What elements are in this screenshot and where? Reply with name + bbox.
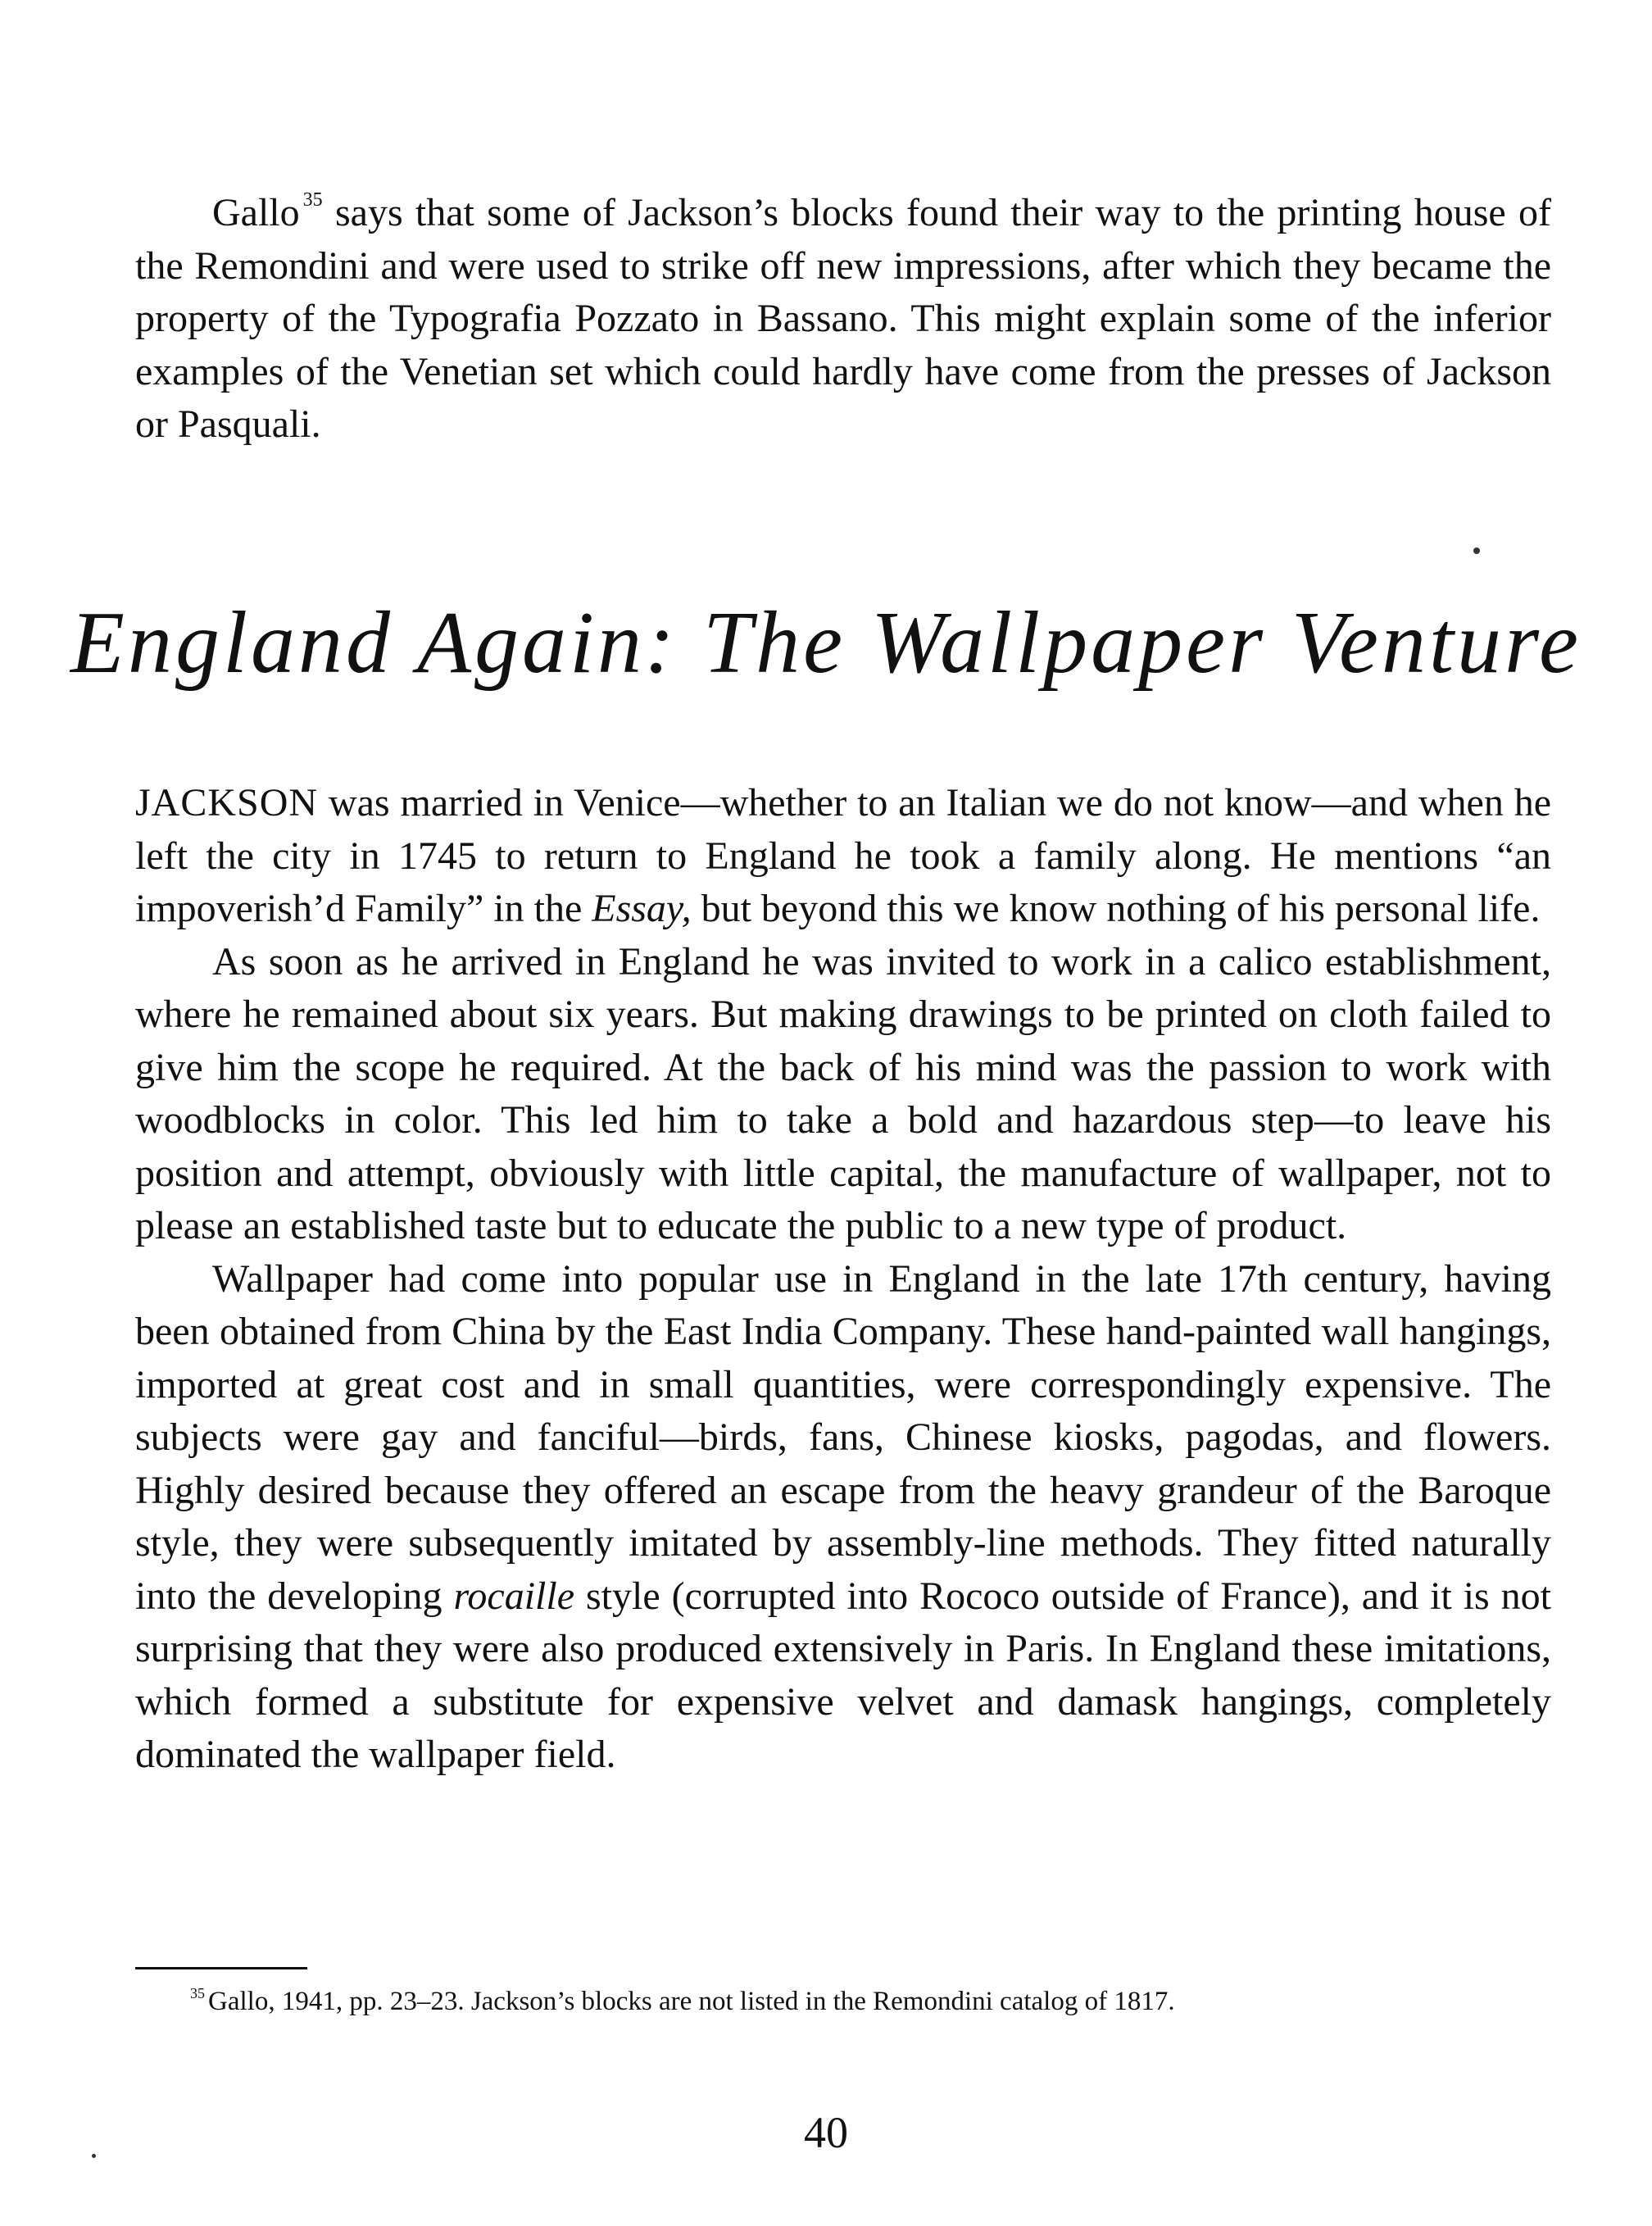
footnote-reference: 35 — [302, 189, 323, 211]
section-body — [135, 777, 1551, 1782]
paragraph-1-lead: JACKSON — [135, 781, 319, 825]
footnote-text: Gallo, 1941, pp. 23–23. Jackson’s blocks are not listed in the Remondini catalog of 1817. — [208, 1987, 1175, 2016]
section-heading: England Again: The Wallpaper Venture — [70, 594, 1582, 692]
gallo-paragraph-text: says that some of Jackson’s blocks found their way to the printing house of the Remondini and were used to strike off new impressions, after which they became the property of the Typografia Pozzato in Bassano. This might explain some of the inferior examples of the Venetian set which could hardly have come from the presses of Jackson or Pasquali. — [135, 191, 1552, 446]
paragraph-3-text-a: Wallpaper had come into popular use in England in the late 17th century, having been obtained from China by the East India Company. These hand-painted wall hangings, imported at great cost and in small quantities, were correspondingly expensive. The subjects were gay and fanciful—birds, fans, Chinese kiosks, pagodas, and flowers. Highly desired because they offered an escape from the heavy grandeur of the Baroque style, they were subsequently imitated by assembly-line methods. They fitted naturally into the developing — [135, 1256, 1551, 1618]
essay-title: Essay, — [592, 887, 692, 930]
scan-speck — [1473, 547, 1480, 554]
page-number: 40 — [804, 2108, 848, 2157]
opening-paragraph — [135, 187, 1551, 452]
footnote-rule — [135, 1967, 307, 1969]
paragraph-2: As soon as he arrived in England he was invited to work in a calico establishment, where he remained about six years. But making drawings to be printed on cloth failed to give him the scope he required. At the back of his mind was the passion to work with woodblocks in color. This led him to take a bold and hazardous step—to leave his position and attempt, obviously with little capital, the manufacture of wallpaper, not to please an established taste but to educate the public to a new type of product. — [135, 939, 1551, 1247]
gallo-word: Gallo — [212, 191, 300, 234]
paragraph-3-text-b: style (corrupted into Rococo outside of France), and it is not surprising that they were also produced extensively in Paris. In England these imitations, which formed a substitute for expensive velvet and damask hangings, completely dominated the wallpaper field. — [135, 1574, 1552, 1776]
paragraph-3 — [135, 1253, 1551, 1782]
paragraph-1-text-a: was married in Venice—whether to an Italian we do not know—and when he left the city in 1745 to return to England he took a family along. He mentions “an impoverish’d Family” in the — [135, 781, 1552, 930]
rocaille-term: rocaille — [453, 1574, 575, 1618]
footnote — [190, 1983, 1175, 2019]
paragraph-1 — [135, 777, 1551, 936]
scan-speck — [92, 2154, 96, 2158]
footnote-marker: 35 — [190, 1985, 205, 2001]
paragraph-1-text-b: but beyond this we know nothing of his personal life. — [701, 887, 1541, 930]
gallo-paragraph — [135, 187, 1551, 452]
